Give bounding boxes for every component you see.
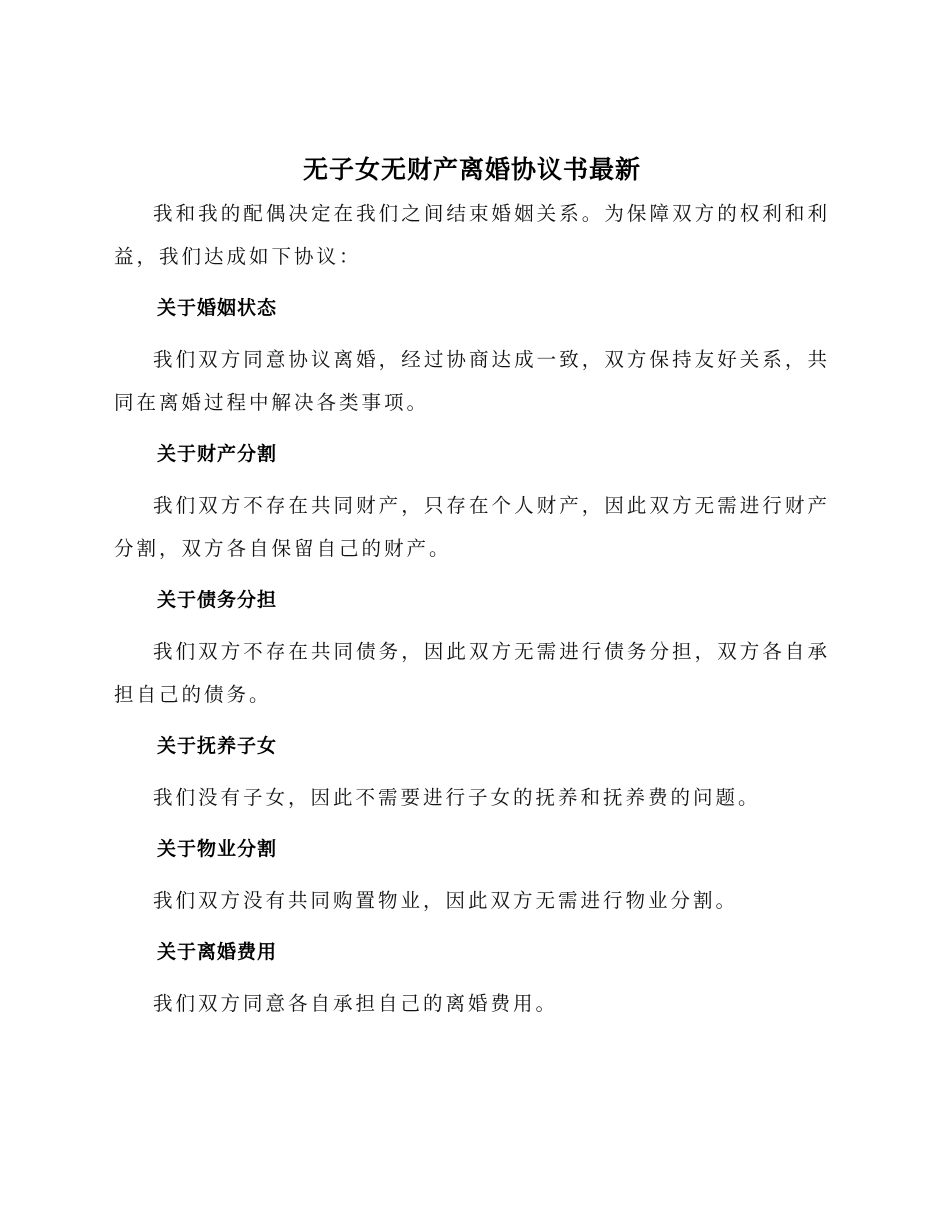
section-marital-status: [114, 288, 830, 424]
section-heading: 关于离婚费用: [157, 941, 278, 963]
section-body: 我们双方同意各自承担自己的离婚费用。: [153, 992, 559, 1015]
section-body: 我们双方不存在共同债务，因此双方无需进行债务分担，双方各自承担自己的债务。: [114, 640, 830, 706]
section-real-estate: [114, 829, 830, 922]
section-body: 我们双方不存在共同财产，只存在个人财产，因此双方无需进行财产分割，双方各自保留自己的财产。: [114, 494, 830, 560]
section-heading: 关于债务分担: [157, 589, 278, 611]
section-heading: 关于物业分割: [157, 838, 278, 860]
document-title: 无子女无财产离婚协议书最新: [302, 155, 641, 184]
section-body: 我们双方同意协议离婚，经过协商达成一致，双方保持友好关系，共同在离婚过程中解决各类事项。: [114, 348, 830, 414]
section-body: 我们没有子女，因此不需要进行子女的抚养和抚养费的问题。: [153, 786, 761, 809]
section-heading: 关于婚姻状态: [157, 297, 278, 319]
section-property-division: [114, 434, 830, 570]
section-body: 我们双方没有共同购置物业，因此双方无需进行物业分割。: [153, 889, 739, 912]
intro-paragraph: 我和我的配偶决定在我们之间结束婚姻关系。为保障双方的权利和利益，我们达成如下协议：: [114, 202, 830, 268]
section-divorce-costs: [114, 932, 830, 1025]
section-heading: 关于抚养子女: [157, 735, 278, 757]
section-heading: 关于财产分割: [157, 443, 278, 465]
section-debt-sharing: [114, 580, 830, 716]
document-content: [114, 150, 830, 1025]
section-child-support: [114, 726, 830, 819]
